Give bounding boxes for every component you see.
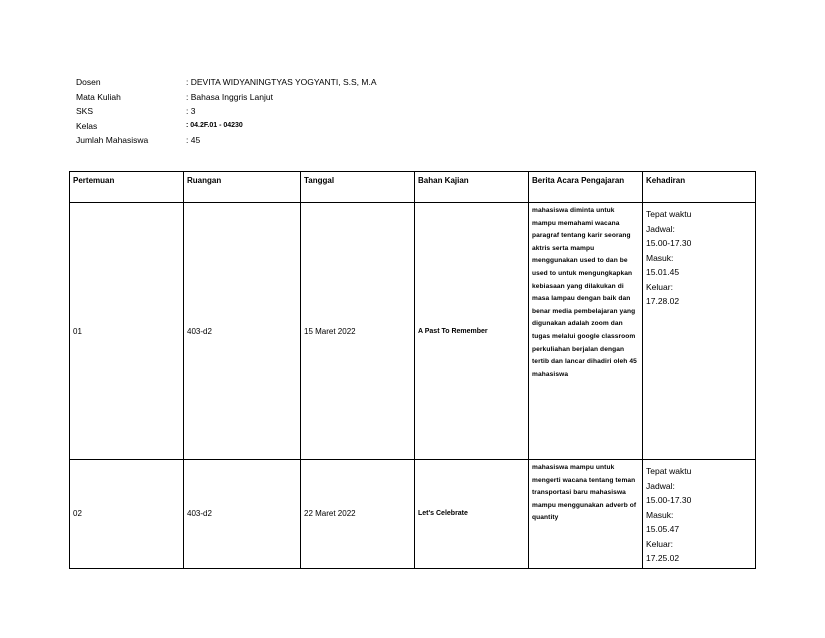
info-mata-kuliah (76, 90, 377, 105)
kehadiran-keluar: 17.28.02 (646, 296, 680, 306)
kehadiran-jadwal: 15.00-17.30 (646, 495, 692, 505)
kehadiran-keluar: 17.25.02 (646, 553, 680, 563)
kehadiran-masuk-label: Masuk: (646, 509, 674, 520)
cell-pertemuan: 01 (70, 203, 184, 460)
info-label: Mata Kuliah (76, 91, 121, 102)
table-row (70, 203, 756, 460)
kehadiran-status: Tepat waktu (646, 466, 692, 476)
info-label: Kelas (76, 120, 98, 131)
info-jumlah (76, 133, 377, 148)
cell-tanggal: 15 Maret 2022 (301, 203, 415, 460)
info-value: : Bahasa Inggris Lanjut (186, 91, 273, 102)
cell-bahan-kajian: A Past To Remember (415, 203, 529, 460)
kehadiran-jadwal-label: Jadwal: (646, 223, 675, 234)
kehadiran-status: Tepat waktu (646, 209, 692, 219)
kehadiran-jadwal-label: Jadwal: (646, 480, 675, 491)
cell-pertemuan: 02 (70, 460, 184, 569)
header-berita-acara: Berita Acara Pengajaran (529, 172, 643, 203)
info-label: Jumlah Mahasiswa (76, 135, 149, 145)
header-ruangan: Ruangan (184, 172, 301, 203)
kehadiran-keluar-label: Keluar: (646, 281, 673, 292)
table-row (70, 460, 756, 569)
kehadiran-keluar-label: Keluar: (646, 538, 673, 549)
kehadiran-masuk: 15.05.47 (646, 524, 680, 534)
info-value: : 04.2F.01 - 04230 (186, 121, 243, 129)
cell-kehadiran (643, 203, 756, 460)
info-label: SKS (76, 106, 94, 116)
cell-berita-acara: mahasiswa mampu untuk mengerti wacana tentang teman transportasi baru mahasiswa mampu menggunakan adverb of quantity (529, 460, 643, 569)
info-value: : 3 (186, 106, 196, 116)
header-kehadiran: Kehadiran (643, 172, 756, 203)
attendance-table (69, 171, 756, 569)
header-bahan-kajian: Bahan Kajian (415, 172, 529, 203)
table-header-row (70, 172, 756, 203)
cell-bahan-kajian: Let's Celebrate (415, 460, 529, 569)
cell-kehadiran (643, 460, 756, 569)
info-dosen (76, 75, 377, 90)
header-tanggal: Tanggal (301, 172, 415, 203)
info-value: : DEVITA WIDYANINGTYAS YOGYANTI, S.S, M.A (186, 77, 377, 87)
header-pertemuan: Pertemuan (70, 172, 184, 203)
info-label: Dosen (76, 77, 101, 87)
cell-ruangan: 403-d2 (184, 460, 301, 569)
info-sks (76, 104, 377, 119)
kehadiran-masuk-label: Masuk: (646, 252, 674, 263)
cell-tanggal: 22 Maret 2022 (301, 460, 415, 569)
info-kelas (76, 119, 377, 134)
kehadiran-jadwal: 15.00-17.30 (646, 238, 692, 248)
course-info (76, 75, 377, 148)
cell-ruangan: 403-d2 (184, 203, 301, 460)
info-value: : 45 (186, 135, 201, 145)
kehadiran-masuk: 15.01.45 (646, 267, 680, 277)
cell-berita-acara: mahasiswa diminta untuk mampu memahami wacana paragraf tentang karir seorang aktris serta mampu menggunakan used to dan be used to untuk mengungkapkan kebiasaan yang dilakukan di masa lampau dengan baik dan benar media pembelajaran yang digunakan adalah zoom dan tugas melalui google classroom perkuliahan berjalan dengan tertib dan lancar dihadiri oleh 45 mahasiswa (529, 203, 643, 460)
